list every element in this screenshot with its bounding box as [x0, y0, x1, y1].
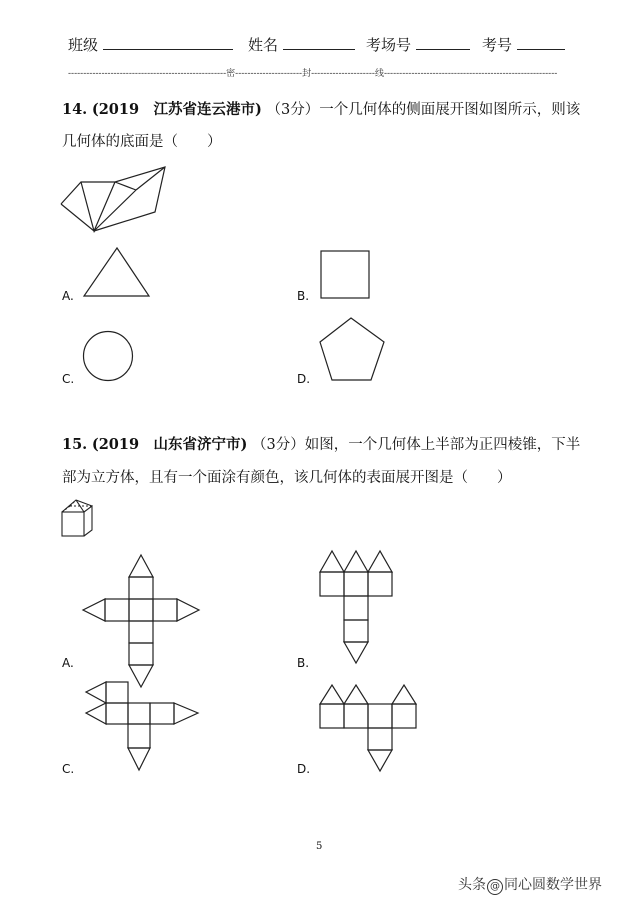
q14-number: 14. [62, 101, 88, 118]
q15-option-b-label[interactable]: B. [297, 656, 310, 670]
watermark-prefix: 头条 [458, 877, 486, 893]
q14-option-a-label[interactable]: A. [62, 289, 74, 303]
q14-score: （3分） [266, 102, 320, 118]
q14-text-line1: 一个几何体的侧面展开图如图所示，则该 [319, 102, 581, 118]
watermark [458, 874, 602, 895]
seal-line: ----------------------------------------------------密----------------------封---------------------线--------------------------------------------------------- [68, 69, 558, 79]
watermark-account: 同心圆数学世界 [504, 877, 602, 893]
watermark-at-icon: @ [487, 879, 503, 895]
q15-source: (2019 山东省济宁市) [91, 436, 248, 453]
seal-feng: 封 [302, 69, 312, 79]
q15-option-a-label[interactable]: A. [62, 656, 74, 670]
q15-text-line1: 如图，一个几何体上半部为正四棱锥，下半 [304, 437, 581, 453]
name-label: 姓名 [248, 36, 279, 54]
q14-option-b-label[interactable]: B. [297, 289, 310, 303]
seal-xian: 线 [374, 69, 384, 79]
q15-option-c-label[interactable]: C. [62, 762, 75, 776]
seal-mi: 密 [226, 69, 236, 79]
class-label: 班级 [68, 36, 99, 54]
page-number: 5 [316, 841, 323, 852]
number-label: 考号 [482, 36, 513, 54]
q14-option-d-label[interactable]: D. [297, 372, 311, 386]
q15-number: 15. [62, 436, 88, 453]
q14-option-c-label[interactable]: C. [62, 372, 75, 386]
q15-option-d-label[interactable]: D. [297, 762, 311, 776]
q15-score: （3分） [252, 437, 305, 453]
room-label: 考场号 [366, 36, 412, 54]
q14-source: (2019 江苏省连云港市) [91, 101, 262, 118]
q14-text-line2: 几何体的底面是（ ） [62, 134, 222, 150]
q15-text-line2: 部为立方体，且有一个面涂有颜色，该几何体的表面展开图是（ ） [62, 470, 512, 486]
